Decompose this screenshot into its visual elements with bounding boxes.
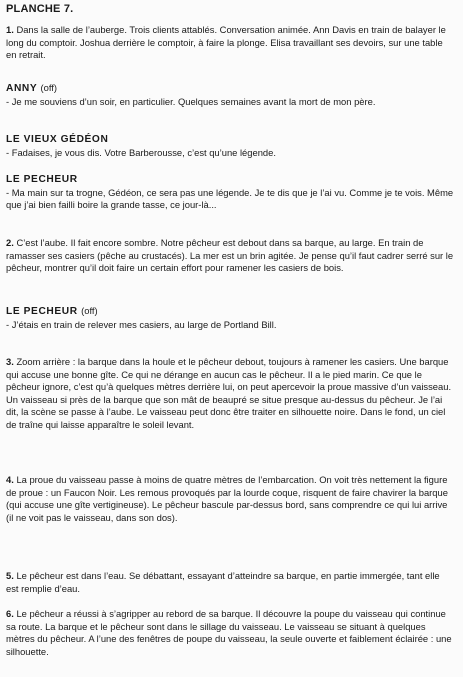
dialogue-vieux-gedeon (6, 134, 454, 159)
speaker-line (6, 82, 454, 96)
scene-5 (6, 570, 454, 595)
scene-number: 2. (6, 237, 14, 248)
scene-6 (6, 608, 454, 658)
scene-paragraph (6, 237, 454, 275)
scene-text: Zoom arrière : la barque dans la houle et le pêcheur debout, toujours à ramener les casiers. Une barque qui accuse une bonne gîte. Ce qui ne dérange en aucun cas le pêcheur. Il a le pied marin. Ce que le pêcheur ignore, c’est qu’à quelques mètres derrière lui, on peut apercevoir la proue massive d’un vaisseau. Un vaisseau si près de la barque que son mât de beaupré se situe presque au-dessus du pêcheur. Je l’ai dit, la scène se passe à l’aube. Le vaisseau peut donc être traiter en silhouette noire. Dans le fond, un ciel de traîne qui laisse apparaître le soleil levant. (6, 356, 452, 430)
scene-paragraph (6, 608, 454, 658)
speaker-name: LE PECHEUR (6, 174, 78, 185)
scene-3 (6, 356, 454, 432)
speaker-line (6, 134, 454, 147)
scene-number: 6. (6, 608, 14, 619)
scene-text: Le pêcheur est dans l’eau. Se débattant, essayant d’atteindre sa barque, en partie immergée, tant elle est remplie d’eau. (6, 570, 440, 594)
dialogue-pecheur (6, 174, 454, 212)
scene-paragraph (6, 356, 454, 432)
dialogue-text: - J’étais en train de relever mes casiers, au large de Portland Bill. (6, 318, 277, 330)
page-title: PLANCHE 7. (6, 3, 74, 15)
scene-number: 1. (6, 24, 14, 35)
speaker-name: ANNY (6, 83, 38, 94)
scene-paragraph (6, 24, 454, 62)
dialogue-text: - Ma main sur ta trogne, Gédéon, ce sera pas une légende. Je te dis que je l’ai vu. Comme je te vois. Même que j’ai bien failli boire la grande tasse, ce jour-là... (6, 186, 454, 211)
speaker-note: (off) (40, 82, 58, 93)
scene-paragraph (6, 570, 454, 595)
speaker-line (6, 174, 454, 187)
speaker-line (6, 305, 454, 319)
speaker-note: (off) (81, 305, 98, 316)
scene-number: 3. (6, 356, 14, 367)
scene-text: Dans la salle de l’auberge. Trois clients attablés. Conversation animée. Ann Davis en train de balayer le long du comptoir. Joshua derrière le comptoir, à faire la plonge. Elisa travaillant ses devoirs, sur une table en retrait. (6, 24, 446, 61)
scene-paragraph (6, 474, 454, 524)
scene-number: 4. (6, 474, 14, 485)
scene-2 (6, 237, 454, 275)
dialogue-text: - Fadaises, je vous dis. Votre Barberousse, c’est qu’une légende. (6, 146, 276, 158)
scene-text: Le pêcheur a réussi à s’agripper au rebord de sa barque. Il découvre la poupe du vaisseau qui continue sa route. La barque et le pêcheur sont dans le sillage du vaisseau. Le vaisseau se situant à quelques mètres du pêcheur. A l’une des fenêtres de poupe du vaisseau, la seule ouverte et faiblement éclairée : une silhouette. (6, 608, 452, 657)
dialogue-anny (6, 82, 454, 108)
scene-4 (6, 474, 454, 524)
scene-text: C’est l’aube. Il fait encore sombre. Notre pêcheur est debout dans sa barque, au large. En train de ramasser ses casiers (pêche au crustacés). La mer est un brin agitée. Je pense qu’il faut cadrer serré sur le pêcheur, montrer qu’il doit faire un certain effort pour ramener les casiers de bois. (6, 237, 454, 274)
scene-number: 5. (6, 570, 14, 581)
speaker-name: LE PECHEUR (6, 306, 78, 317)
scene-1 (6, 24, 454, 62)
scene-text: La proue du vaisseau passe à moins de quatre mètres de l’embarcation. On voit très nettement la figure de proue : un Faucon Noir. Les remous provoqués par la lourde coque, risquent de faire chavirer la barque (qui accuse une gîte vertigineuse). Le pêcheur bascule par-dessus bord, sans comprendre ce qui lui arrive (il ne voit pas le vaisseau, dans son dos). (6, 474, 448, 523)
speaker-name: LE VIEUX GÉDÉON (6, 134, 109, 145)
dialogue-pecheur-off (6, 305, 454, 331)
dialogue-text: - Je me souviens d’un soir, en particulier. Quelques semaines avant la mort de mon père. (6, 95, 376, 107)
